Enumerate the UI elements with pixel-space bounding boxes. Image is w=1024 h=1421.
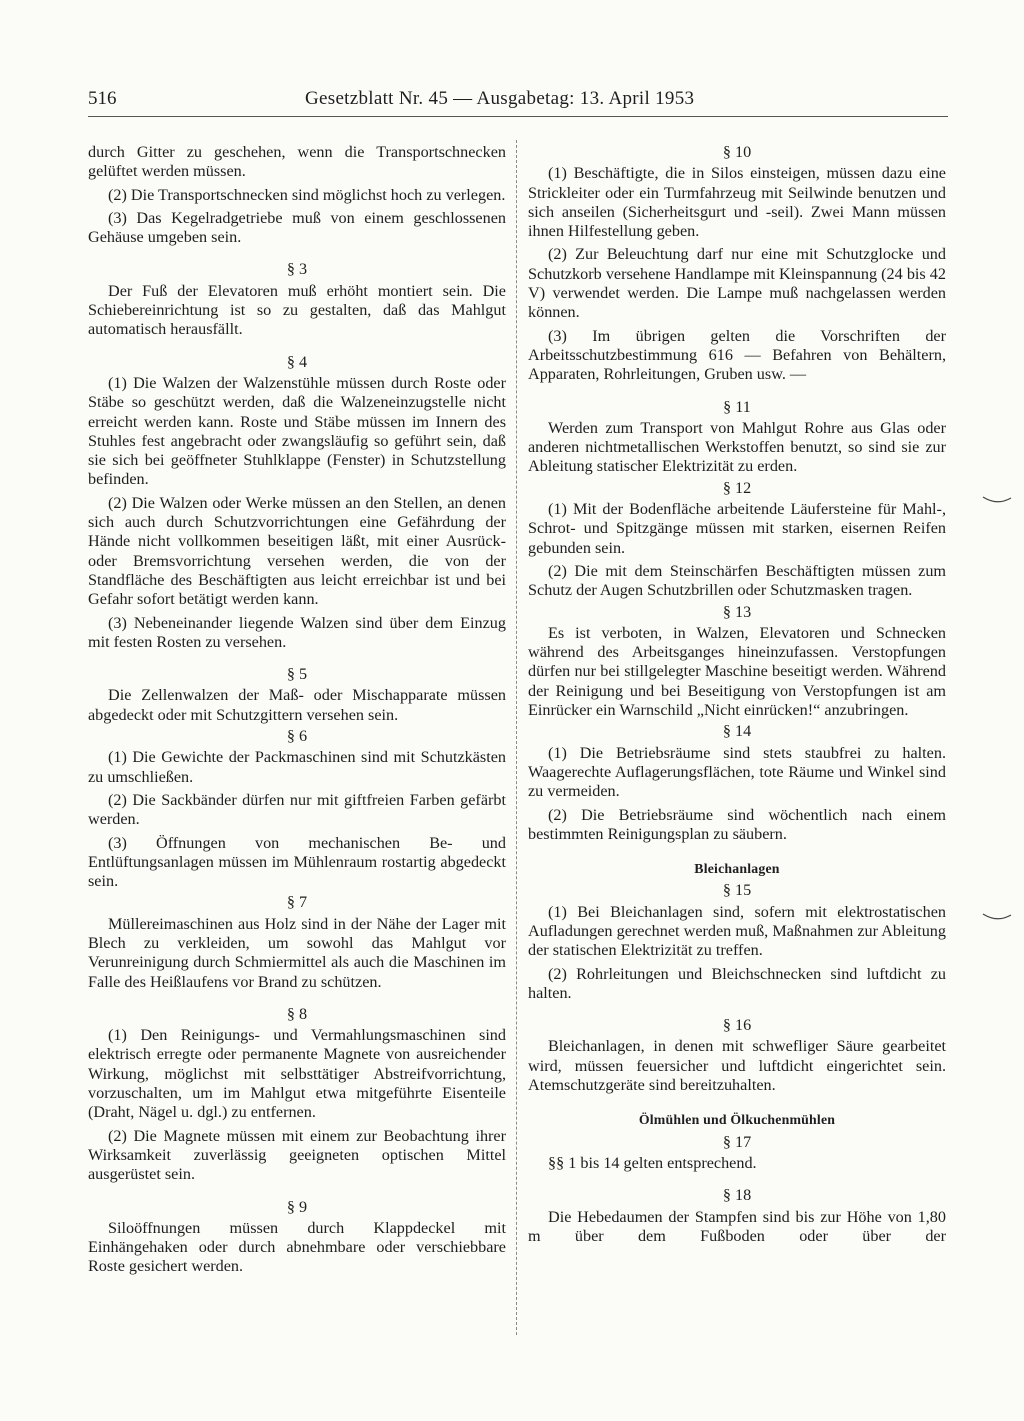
- paragraph-number: § 4: [286, 352, 308, 371]
- paragraph-number: § 6: [286, 727, 308, 746]
- body-paragraph: (2) Die Sackbänder dürfen nur mit giftfreien Farben gefärbt werden.: [88, 790, 506, 829]
- body-paragraph: Es ist verboten, in Walzen, Elevatoren und Schnecken während des Arbeitsganges hineinzufassen. Verstopfungen dürfen nur bei stillgelegter Maschine beseitigt werden. Während der Reinigung und bei Beseitigung von Verstopfungen ist am Einrücker ein Warnschild „Nicht einrücken!“ anzubringen.: [528, 623, 946, 720]
- body-paragraph: (2) Die Magnete müssen mit einem zur Beobachtung ihrer Wirksamkeit zuverlässig geeigneten optischen Mittel ausgerüstet sein.: [88, 1126, 506, 1184]
- body-paragraph: (3) Nebeneinander liegende Walzen sind über dem Einzug mit festen Rosten zu versehen.: [88, 613, 506, 651]
- body-paragraph: Der Fuß der Elevatoren muß erhöht montiert sein. Die Schiebereinrichtung ist so zu gestalten, daß das Mahlgut automatisch herausfällt.: [88, 281, 506, 339]
- margin-mark: [982, 912, 1012, 922]
- body-paragraph: Bleichanlagen, in denen mit schwefliger Säure gearbeitet wird, müssen feuersicher und luftdicht eingerichtet sein. Atemschutzgeräte sind bereitzuhalten.: [528, 1037, 946, 1095]
- body-paragraph: §§ 1 bis 14 gelten entsprechend.: [548, 1153, 757, 1172]
- body-paragraph: (1) Mit der Bodenfläche arbeitende Läufersteine für Mahl-, Schrot- und Spitzgänge müssen mit starken, eisernen Reifen gebunden sein.: [528, 500, 946, 557]
- paragraph-number: § 11: [723, 397, 751, 416]
- body-paragraph: durch Gitter zu geschehen, wenn die Transportschnecken gelüftet werden müssen.: [88, 143, 506, 181]
- page-number: 516: [88, 88, 117, 109]
- body-paragraph: (1) Beschäftigte, die in Silos einsteigen, müssen dazu eine Strickleiter oder ein Turmfahrzeug mit Seilwinde benutzen und sich anseilen (Sicherheitsgurt und -seil). Zwei Mann müssen ihnen Hilfestellung geben.: [528, 164, 946, 241]
- paragraph-number: § 5: [286, 665, 308, 684]
- paragraph-number: § 8: [286, 1004, 308, 1023]
- paragraph-number: § 13: [722, 602, 752, 621]
- paragraph-number: § 3: [286, 260, 308, 279]
- left-column: [88, 143, 506, 1277]
- body-paragraph: Die Zellenwalzen der Maß- oder Mischapparate müssen abgedeckt oder mit Schutzgittern versehen sein.: [88, 686, 506, 724]
- body-paragraph: (1) Die Gewichte der Packmaschinen sind mit Schutzkästen zu umschließen.: [88, 748, 506, 786]
- margin-mark: [982, 495, 1012, 505]
- paragraph-number: § 7: [286, 893, 308, 912]
- body-paragraph: Siloöffnungen müssen durch Klappdeckel mit Einhängehaken oder durch abnehmbare oder verschiebbare Roste gesichert werden.: [88, 1218, 506, 1276]
- section-heading: Ölmühlen und Ölkuchenmühlen: [638, 1112, 836, 1128]
- body-paragraph: (3) Öffnungen von mechanischen Be- und Entlüftungsanlagen müssen im Mühlenraum rostartig abgedeckt sein.: [88, 833, 506, 891]
- body-paragraph: Werden zum Transport von Mahlgut Rohre aus Glas oder anderen nichtmetallischen Werkstoffen benutzt, so sind sie zur Ableitung statischer Elektrizität zu erden.: [528, 418, 946, 476]
- body-paragraph: (3) Im übrigen gelten die Vorschriften der Arbeitsschutzbestimmung 616 — Befahren von Behältern, Apparaten, Rohrleitungen, Gruben usw. —: [528, 326, 946, 384]
- running-header: Gesetzblatt Nr. 45 — Ausgabetag: 13. April 1953: [305, 88, 695, 109]
- body-paragraph: (2) Rohrleitungen und Bleichschnecken sind luftdicht zu halten.: [528, 964, 946, 1002]
- body-paragraph: Die Hebedaumen der Stampfen sind bis zur Höhe von 1,80 m über dem Fußboden oder über der: [528, 1207, 946, 1245]
- right-column: [528, 143, 946, 1246]
- body-paragraph: (1) Bei Bleichanlagen sind, sofern mit elektrostatischen Aufladungen gerechnet werden muß, Maßnahmen zur Ableitung der statischen Elektrizität zu treffen.: [528, 902, 946, 960]
- body-paragraph: Müllereimaschinen aus Holz sind in der Nähe der Lager mit Blech zu verkleiden, um sowohl das Mahlgut vor Verunreinigung durch Schmiermittel als auch die Maschinen im Falle des Heißlaufens vor Brand zu schützen.: [88, 914, 506, 991]
- body-paragraph: (1) Die Betriebsräume sind stets staubfrei zu halten. Waagerechte Auflagerungsflächen, tote Räume und Winkel sind zu vermeiden.: [528, 743, 946, 801]
- paragraph-number: § 15: [722, 881, 752, 900]
- body-paragraph: (1) Die Walzen der Walzenstühle müssen durch Roste oder Stäbe so geschützt werden, daß die Walzeneinzugstelle nicht erreicht werden kann. Roste und Stäbe müssen im Innern des Stuhles fest angebracht oder zwangsläufig so geführt sein, daß sie sich bei geöffneter Stuhlklappe (Fenster) in Schutzstellung befinden.: [88, 373, 506, 489]
- paragraph-number: § 14: [722, 722, 752, 741]
- body-paragraph: (2) Die Betriebsräume sind wöchentlich nach einem bestimmten Reinigungsplan zu säubern.: [528, 805, 946, 843]
- paragraph-number: § 17: [722, 1132, 752, 1151]
- paragraph-number: § 9: [286, 1197, 308, 1216]
- body-paragraph: (2) Die Walzen oder Werke müssen an den Stellen, an denen sich auch durch Schutzvorrichtungen eine Gefährdung der Hände nicht vollkommen beseitigen läßt, mit einer Ausrück- oder Bremsvorrichtung versehen werden, die von der Standfläche des Beschäftigten aus leicht erreichbar ist und bei Gefahr sofort betätigt werden kann.: [88, 493, 506, 609]
- section-heading: Bleichanlagen: [694, 861, 780, 877]
- body-paragraph: (1) Den Reinigungs- und Vermahlungsmaschinen sind elektrisch erregte oder permanente Magnete von ausreichender Wirkung, möglichst mit selbsttätiger Abstreifvorrichtung, vorzuschalten, um im Mahlgut etwa mitgeführte Eisenteile (Draht, Nägel u. dgl.) zu entfernen.: [88, 1026, 506, 1122]
- paragraph-number: § 10: [722, 143, 752, 161]
- body-paragraph: (3) Das Kegelradgetriebe muß von einem geschlossenen Gehäuse umgeben sein.: [88, 208, 506, 247]
- body-paragraph: (2) Zur Beleuchtung darf nur eine mit Schutzglocke und Schutzkorb versehene Handlampe mit Kleinspannung (24 bis 42 V) verwendet werden. Die Lampe muß nachgelassen werden können.: [528, 245, 946, 322]
- header-rule: [88, 116, 948, 117]
- paragraph-number: § 12: [722, 478, 752, 497]
- paragraph-number: § 18: [722, 1186, 752, 1205]
- body-paragraph: (2) Die Transportschnecken sind möglichst hoch zu verlegen.: [108, 185, 506, 204]
- body-paragraph: (2) Die mit dem Steinschärfen Beschäftigten müssen zum Schutz der Augen Schutzbrillen oder Schutzmasken tragen.: [528, 561, 946, 600]
- paragraph-number: § 16: [722, 1016, 752, 1035]
- column-divider: [516, 140, 517, 1335]
